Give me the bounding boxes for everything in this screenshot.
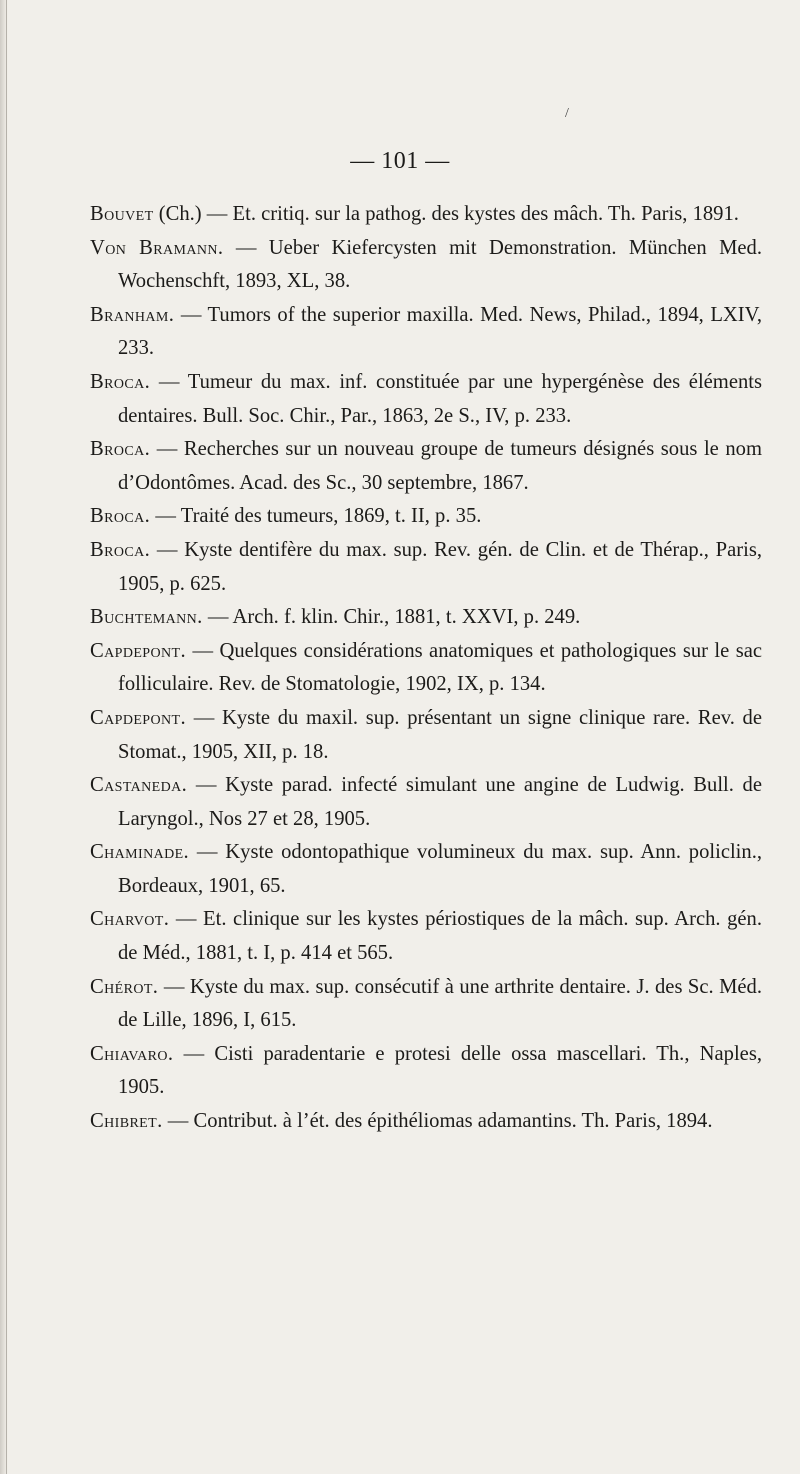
reference-author: Chérot. bbox=[90, 975, 159, 998]
reference-author: Castaneda. bbox=[90, 774, 188, 797]
reference-author: Broca. bbox=[90, 370, 151, 393]
reference-author: Capdepont. bbox=[90, 639, 187, 662]
reference-text: — Traité des tumeurs, 1869, t. II, p. 35. bbox=[155, 505, 482, 528]
reference-author: Chaminade. bbox=[90, 841, 190, 864]
reference-text: — Kyste parad. infecté simulant une angine de Ludwig. Bull. de Laryngol., Nos 27 et 28, 1905. bbox=[118, 774, 762, 830]
reference-entry bbox=[90, 1105, 762, 1139]
reference-entry bbox=[90, 500, 762, 534]
reference-entry bbox=[90, 836, 762, 903]
reference-author: Chiavaro. bbox=[90, 1042, 174, 1065]
reference-author: Broca. bbox=[90, 505, 151, 528]
reference-text: — Tumors of the superior maxilla. Med. News, Philad., 1894, LXIV, 233. bbox=[118, 303, 762, 360]
reference-entry bbox=[90, 1038, 762, 1105]
reference-author: Charvot. bbox=[90, 908, 170, 931]
page-edge-line bbox=[6, 0, 7, 1474]
reference-text: — Contribut. à l’ét. des épithéliomas adamantins. Th. Paris, 1894. bbox=[167, 1110, 713, 1133]
reference-text: — Kyste du max. sup. consécutif à une arthrite dentaire. J. des Sc. Méd. de Lille, 1896, I, 615. bbox=[118, 975, 763, 1032]
reference-author: Bouvet bbox=[90, 203, 154, 225]
reference-entry bbox=[90, 299, 762, 366]
reference-text: — Kyste du maxil. sup. présentant un signe clinique rare. Rev. de Stomat., 1905, XII, p. 18. bbox=[118, 706, 762, 763]
reference-entry bbox=[90, 534, 762, 601]
reference-entry bbox=[90, 702, 762, 769]
reference-text: — Et. clinique sur les kystes périostiques de la mâch. sup. Arch. gén. de Méd., 1881, t. I, p. 414 et 565. bbox=[118, 908, 762, 965]
reference-entry bbox=[90, 366, 762, 433]
reference-text: — Arch. f. klin. Chir., 1881, t. XXVI, p. 249. bbox=[207, 606, 581, 629]
reference-text: — Tumeur du max. inf. constituée par une hypergénèse des éléments dentaires. Bull. Soc. Chir., Par., 1863, 2e S., IV, p. 233. bbox=[118, 370, 762, 427]
reference-text: — Kyste dentifère du max. sup. Rev. gén. de Clin. et de Thérap., Paris, 1905, p. 625. bbox=[118, 538, 762, 595]
reference-author: Broca. bbox=[90, 438, 151, 461]
reference-author: Von Bramann. bbox=[90, 236, 224, 259]
stray-mark: / bbox=[565, 106, 569, 121]
page-number: — 101 — bbox=[350, 148, 450, 174]
reference-entry bbox=[90, 601, 762, 635]
reference-entry bbox=[90, 433, 762, 500]
reference-entry bbox=[90, 971, 762, 1038]
reference-text: (Ch.) — Et. critiq. sur la pathog. des kystes des mâch. Th. Paris, 1891. bbox=[158, 203, 739, 225]
reference-author: Chibret. bbox=[90, 1110, 163, 1133]
reference-text: — Quelques considérations anatomiques et pathologiques sur le sac folliculaire. Rev. de Stomatologie, 1902, IX, p. 134. bbox=[118, 639, 762, 696]
reference-entry bbox=[90, 769, 762, 836]
bibliography-list bbox=[90, 198, 762, 1139]
reference-author: Capdepont. bbox=[90, 706, 187, 729]
reference-entry bbox=[90, 232, 762, 299]
reference-entry bbox=[90, 903, 762, 970]
reference-text: — Ueber Kiefercysten mit Demonstration. München Med. Wochenschft, 1893, XL, 38. bbox=[118, 236, 762, 293]
reference-author: Buchtemann. bbox=[90, 606, 203, 629]
reference-text: — Kyste odontopathique volumineux du max. sup. Ann. policlin., Bordeaux, 1901, 65. bbox=[118, 841, 762, 897]
reference-author: Branham. bbox=[90, 303, 175, 326]
reference-entry bbox=[90, 198, 762, 232]
reference-text: — Cisti paradentarie e protesi delle ossa mascellari. Th., Naples, 1905. bbox=[118, 1042, 762, 1099]
reference-entry bbox=[90, 635, 762, 702]
reference-author: Broca. bbox=[90, 538, 151, 561]
reference-text: — Recherches sur un nouveau groupe de tumeurs désignés sous le nom d’Odontômes. Acad. des Sc., 30 septembre, 1867. bbox=[118, 438, 762, 494]
